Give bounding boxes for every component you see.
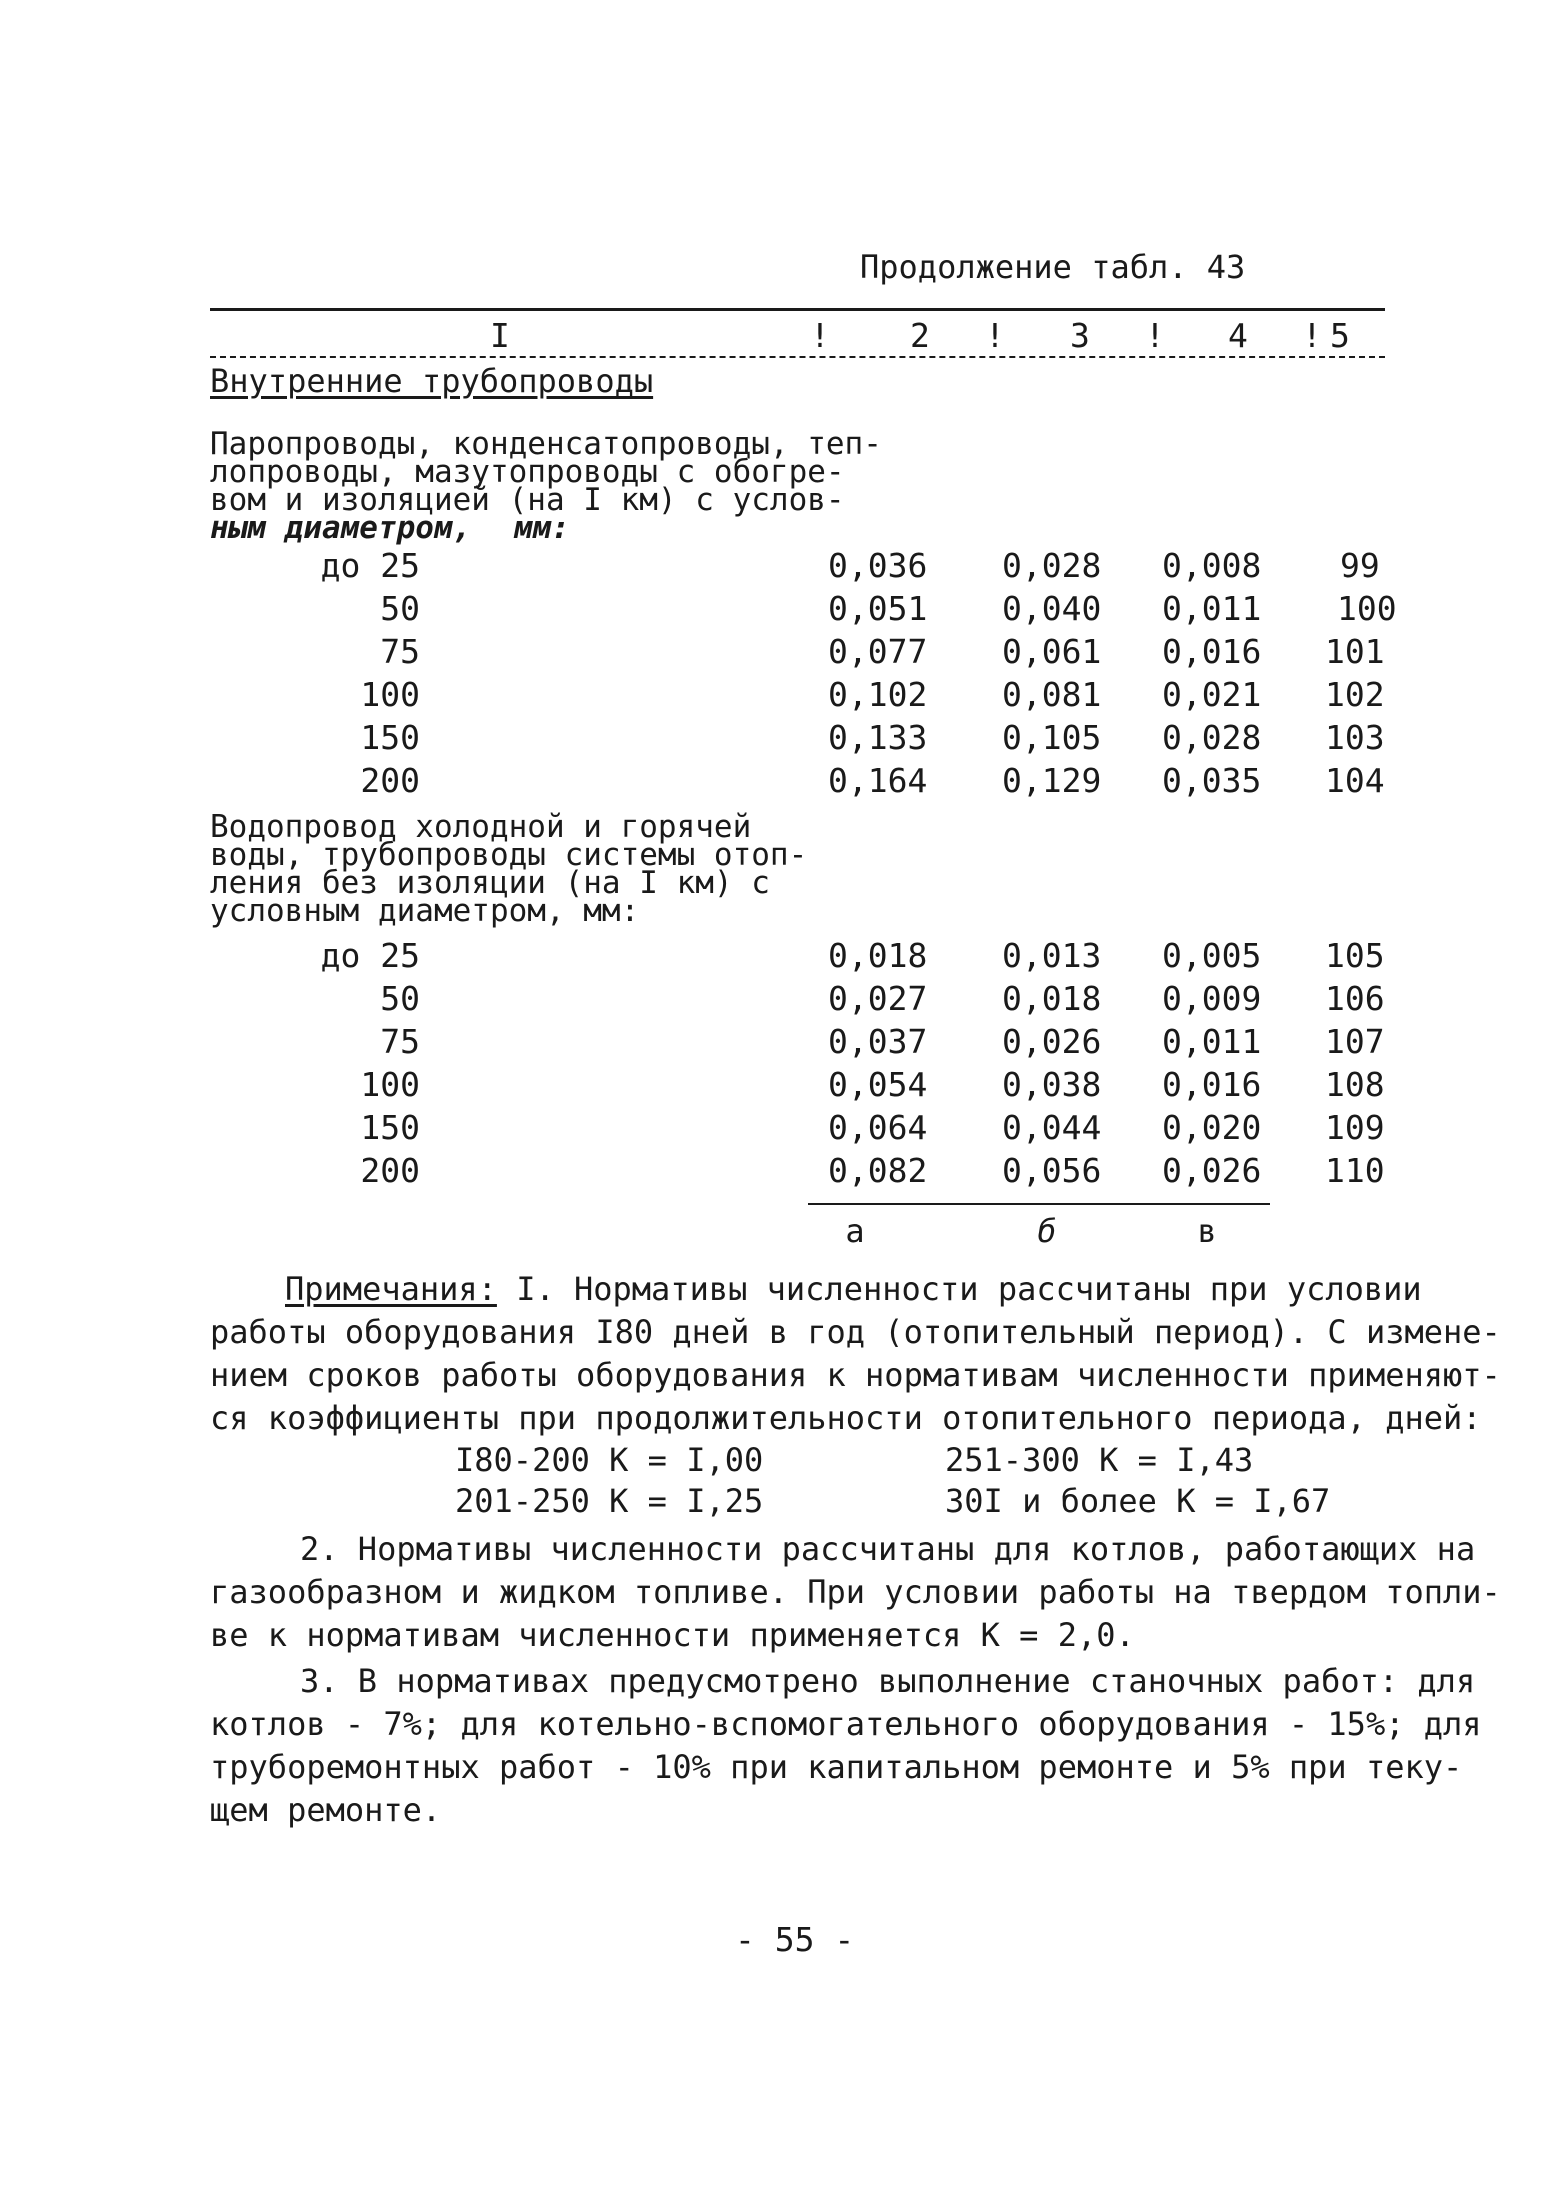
- coefficient: 201-250 К = I,25: [455, 1482, 764, 1520]
- coefficient: I80-200 К = I,00: [455, 1441, 764, 1479]
- position-number-cell: 104: [1325, 761, 1385, 800]
- coefficient: 30I и более К = I,67: [945, 1482, 1331, 1520]
- table-top-rule: [210, 308, 1385, 311]
- value-a-cell: 0,018: [828, 936, 928, 975]
- value-c-cell: 0,008: [1162, 546, 1262, 585]
- note-line: работы оборудования I80 дней в год (отопительный период). С измене-: [210, 1313, 1501, 1351]
- table-caption: Продолжение табл. 43: [860, 248, 1246, 286]
- diameter-cell: 75: [380, 632, 420, 671]
- value-a-cell: 0,036: [828, 546, 928, 585]
- description-line: ления без изоляции (на I км) с: [210, 865, 770, 901]
- note-line: ве к нормативам численности применяется К = 2,0.: [210, 1616, 1135, 1654]
- header-bottom-rule: [210, 356, 1385, 358]
- note-text: I. Нормативы численности рассчитаны при условии: [496, 1270, 1422, 1308]
- diameter-cell: 100: [360, 1065, 420, 1104]
- value-c-cell: 0,021: [1162, 675, 1262, 714]
- description-line: Водопровод холодной и горячей: [210, 809, 752, 845]
- header-col-1: I: [490, 316, 510, 355]
- note-line: котлов - 7%; для котельно-вспомогательного оборудования - 15%; для: [210, 1705, 1482, 1743]
- value-c-cell: 0,020: [1162, 1108, 1262, 1147]
- diameter-cell: 150: [360, 718, 420, 757]
- header-col-5: 5: [1330, 316, 1350, 355]
- column-letter-b: б: [1037, 1212, 1057, 1250]
- value-c-cell: 0,009: [1162, 979, 1262, 1018]
- value-b-cell: 0,028: [1002, 546, 1102, 585]
- value-c-cell: 0,016: [1162, 632, 1262, 671]
- value-c-cell: 0,026: [1162, 1151, 1262, 1190]
- position-number-cell: 108: [1325, 1065, 1385, 1104]
- note-line: газообразном и жидком топливе. При условии работы на твердом топли-: [210, 1573, 1501, 1611]
- note-line: труборемонтных работ - 10% при капитальном ремонте и 5% при теку-: [210, 1748, 1463, 1786]
- value-a-cell: 0,164: [828, 761, 928, 800]
- description-unit: мм:: [513, 510, 570, 546]
- diameter-cell: 200: [360, 1151, 420, 1190]
- value-b-cell: 0,105: [1002, 718, 1102, 757]
- note-line: нием сроков работы оборудования к нормативам численности применяют-: [210, 1356, 1501, 1394]
- value-c-cell: 0,016: [1162, 1065, 1262, 1104]
- description-line: вом и изоляцией (на I км) с услов-: [210, 482, 845, 518]
- value-b-cell: 0,044: [1002, 1108, 1102, 1147]
- value-a-cell: 0,082: [828, 1151, 928, 1190]
- diameter-cell: 200: [360, 761, 420, 800]
- note-line: щем ремонте.: [210, 1791, 442, 1829]
- position-number-cell: 110: [1325, 1151, 1385, 1190]
- section-title: Внутренние трубопроводы: [210, 362, 654, 400]
- value-c-cell: 0,028: [1162, 718, 1262, 757]
- description-line: лопроводы, мазутопроводы с обогре-: [210, 454, 845, 490]
- position-number-cell: 109: [1325, 1108, 1385, 1147]
- value-a-cell: 0,102: [828, 675, 928, 714]
- value-c-cell: 0,011: [1162, 589, 1262, 628]
- value-c-cell: 0,005: [1162, 936, 1262, 975]
- note-1-first-line: [285, 1268, 1465, 1311]
- value-c-cell: 0,035: [1162, 761, 1262, 800]
- description-line: условным диаметром, мм:: [210, 893, 640, 929]
- description-line: Паропроводы, конденсатопроводы, теп-: [210, 426, 882, 462]
- value-a-cell: 0,037: [828, 1022, 928, 1061]
- diameter-cell: до 25: [320, 936, 420, 975]
- header-col-4: 4: [1228, 316, 1248, 355]
- value-b-cell: 0,026: [1002, 1022, 1102, 1061]
- value-c-cell: 0,011: [1162, 1022, 1262, 1061]
- diameter-cell: 100: [360, 675, 420, 714]
- value-b-cell: 0,040: [1002, 589, 1102, 628]
- value-a-cell: 0,077: [828, 632, 928, 671]
- header-sep: !: [985, 316, 1005, 355]
- diameter-cell: 150: [360, 1108, 420, 1147]
- value-a-cell: 0,027: [828, 979, 928, 1018]
- table-bottom-rule: [808, 1203, 1270, 1205]
- position-number-cell: 102: [1325, 675, 1385, 714]
- position-number-cell: 101: [1325, 632, 1385, 671]
- value-a-cell: 0,054: [828, 1065, 928, 1104]
- column-letter-a: а: [845, 1212, 865, 1250]
- description-italic: ным диаметром,: [210, 510, 472, 546]
- page-number: - 55 -: [735, 1920, 855, 1959]
- value-a-cell: 0,051: [828, 589, 928, 628]
- header-sep: !: [810, 316, 830, 355]
- position-number-cell: 99: [1340, 546, 1380, 585]
- value-b-cell: 0,061: [1002, 632, 1102, 671]
- value-a-cell: 0,064: [828, 1108, 928, 1147]
- header-sep: !: [1145, 316, 1165, 355]
- header-col-3: 3: [1070, 316, 1090, 355]
- value-a-cell: 0,133: [828, 718, 928, 757]
- value-b-cell: 0,056: [1002, 1151, 1102, 1190]
- note-line: ся коэффициенты при продолжительности отопительного периода, дней:: [210, 1399, 1482, 1437]
- diameter-cell: 50: [380, 979, 420, 1018]
- value-b-cell: 0,018: [1002, 979, 1102, 1018]
- note-line: 2. Нормативы численности рассчитаны для котлов, работающих на: [300, 1530, 1476, 1568]
- position-number-cell: 100: [1337, 589, 1397, 628]
- header-sep: !: [1302, 316, 1322, 355]
- value-b-cell: 0,081: [1002, 675, 1102, 714]
- note-line: 3. В нормативах предусмотрено выполнение станочных работ: для: [300, 1662, 1476, 1700]
- position-number-cell: 105: [1325, 936, 1385, 975]
- header-col-2: 2: [910, 316, 930, 355]
- value-b-cell: 0,038: [1002, 1065, 1102, 1104]
- value-b-cell: 0,013: [1002, 936, 1102, 975]
- diameter-cell: до 25: [320, 546, 420, 585]
- column-letter-c: в: [1197, 1212, 1217, 1250]
- position-number-cell: 106: [1325, 979, 1385, 1018]
- position-number-cell: 107: [1325, 1022, 1385, 1061]
- coefficient: 251-300 К = I,43: [945, 1441, 1254, 1479]
- description-line: [210, 511, 570, 545]
- value-b-cell: 0,129: [1002, 761, 1102, 800]
- diameter-cell: 50: [380, 589, 420, 628]
- diameter-cell: 75: [380, 1022, 420, 1061]
- position-number-cell: 103: [1325, 718, 1385, 757]
- notes-label: Примечания:: [285, 1270, 497, 1308]
- description-line: воды, трубопроводы системы отоп-: [210, 837, 808, 873]
